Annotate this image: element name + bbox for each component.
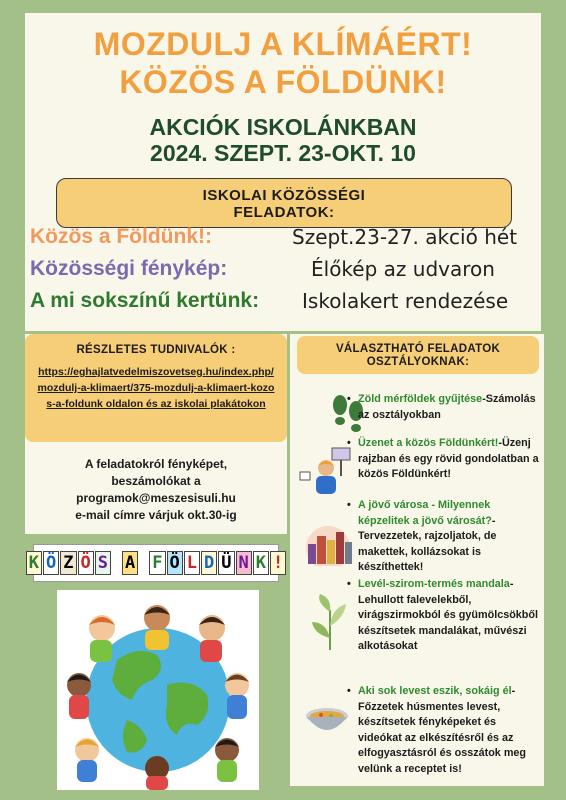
- task-text: -Lehullott falevelekből, virágszirmokból és gyümölcsökből készítsetek mandalákat, művészi alkotásokat: [358, 578, 538, 652]
- logo-letter: K: [253, 551, 269, 575]
- logo-letter: F: [149, 551, 165, 575]
- globe-children-illustration: [57, 590, 259, 790]
- optional-task-item: [358, 392, 542, 423]
- kozos-a-foldunk-logo: [28, 544, 284, 582]
- schedule-label: Közösségi fénykép:: [30, 257, 228, 280]
- optional-task-item: [358, 684, 542, 777]
- contact-line: beszámolókat a: [111, 474, 201, 488]
- logo-letter: !: [270, 551, 286, 575]
- leaves-icon: [310, 592, 350, 652]
- task-highlight: Aki sok levest eszik, sokáig él: [358, 685, 512, 697]
- optional-tasks-panel: [290, 334, 544, 786]
- schedule-label: Közös a Földünk!:: [30, 225, 212, 248]
- community-tasks-line2: FELADATOK:: [233, 204, 335, 221]
- details-box: [25, 334, 287, 442]
- contact-line: e-mail címre várjuk okt.30-ig: [75, 508, 237, 522]
- logo-letter: L: [184, 551, 200, 575]
- task-text: -Számolás az osztályokban: [358, 393, 536, 421]
- schedule-value: Iskolakert rendezése: [302, 289, 509, 313]
- optional-title-line1: VÁLASZTHATÓ FELADATOK: [335, 343, 501, 355]
- main-title-line1: MOZDULJ A KLÍMÁÉRT!: [93, 26, 473, 62]
- optional-tasks-header: [297, 336, 539, 374]
- schedule-label: A mi sokszínű kertünk:: [30, 289, 260, 312]
- logo-letter: D: [201, 551, 217, 575]
- schedule-row: [30, 225, 541, 255]
- logo-letter: Ö: [43, 551, 59, 575]
- left-panel: [25, 334, 287, 534]
- logo-letter: A: [122, 551, 138, 575]
- task-text: -Üzenj rajzban és egy rövid gondolatban a közös Földünkért!: [358, 437, 539, 480]
- optional-title-line2: OSZTÁLYOKNAK:: [366, 356, 470, 368]
- contact-email: programok@meszesisuli.hu: [76, 491, 236, 505]
- details-link[interactable]: https://eghajlatvedelmiszovetseg.hu/index.php/mozdulj-a-klimaert/375-mozdulj-a-klimaert-kozos-a-foldunk oldalon és az iskolai plakátokon: [37, 366, 275, 410]
- logo-letter: Ö: [167, 551, 183, 575]
- globe-icon: [57, 590, 259, 790]
- task-highlight: Levél-szirom-termés mandala: [358, 578, 510, 590]
- protest-sign-icon: [298, 446, 356, 496]
- logo-letter: N: [236, 551, 252, 575]
- task-highlight: Üzenet a közös Földünkért!: [358, 437, 499, 449]
- task-highlight: A jövő városa - Milyennek képzelitek a jövő városát?: [358, 499, 492, 527]
- optional-task-item: [358, 498, 542, 576]
- logo-letter: S: [95, 551, 111, 575]
- optional-task-item: [358, 436, 542, 483]
- city-icon: [300, 522, 356, 566]
- logo-letter: K: [26, 551, 42, 575]
- task-text: -Tervezzetek, rajzoljatok, de makettek, kollázsokat is készíthettek!: [358, 514, 497, 573]
- logo-letter: Ö: [78, 551, 94, 575]
- schedule-value: Élőkép az udvaron: [311, 257, 495, 281]
- top-panel: [25, 13, 541, 331]
- logo-letter: Z: [60, 551, 76, 575]
- optional-task-item: [358, 577, 542, 655]
- schedule-row: [30, 289, 541, 319]
- community-tasks-box: [56, 178, 512, 228]
- contact-line: A feladatokról fényképet,: [84, 457, 228, 471]
- schedule-row: [30, 257, 541, 287]
- soup-icon: [304, 702, 350, 738]
- schedule-value: Szept.23-27. akció hét: [292, 225, 518, 249]
- details-title: RÉSZLETES TUDNIVALÓK :: [76, 344, 236, 356]
- contact-info: [25, 456, 287, 524]
- main-title-line2: KÖZÖS A FÖLDÜNK!: [119, 64, 447, 100]
- task-highlight: Zöld mérföldek gyűjtése: [358, 393, 483, 405]
- subtitle-line1: AKCIÓK ISKOLÁNKBAN: [149, 114, 417, 140]
- logo-letter: Ü: [218, 551, 234, 575]
- community-tasks-line1: ISKOLAI KÖZÖSSÉGI: [202, 187, 366, 204]
- subtitle-line2: 2024. SZEPT. 23-OKT. 10: [150, 140, 416, 166]
- task-text: -Főzzetek húsmentes levest, készítsetek fényképeket és videókat az elkészítésről és az elfogyasztásról és osszátok meg velünk a receptet is!: [358, 685, 527, 775]
